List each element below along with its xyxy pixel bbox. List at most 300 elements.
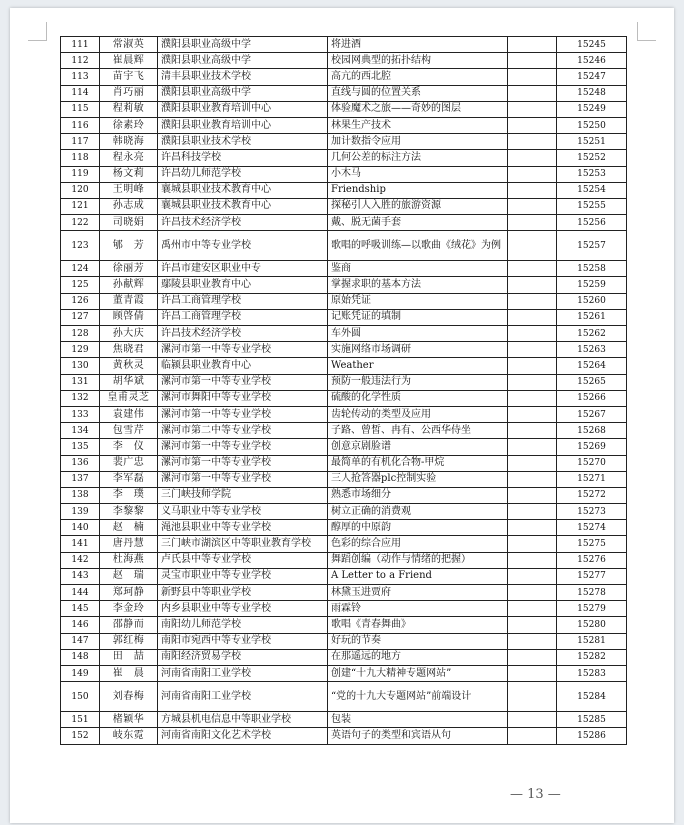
lesson-title: 林黛玉进贾府: [328, 585, 508, 601]
entry-code: 15255: [557, 198, 627, 214]
empty-cell: [508, 455, 557, 471]
table-row: [61, 455, 627, 471]
page-number: — 13 —: [510, 787, 561, 802]
lesson-title: 熟悉市场细分: [328, 487, 508, 503]
lesson-title: 车外圆: [328, 326, 508, 342]
teacher-name: 韩晓海: [100, 134, 158, 150]
teacher-name: 肖巧丽: [100, 85, 158, 101]
teacher-name: 程莉敏: [100, 101, 158, 117]
teacher-name: 胡华斌: [100, 374, 158, 390]
entry-code: 15259: [557, 277, 627, 293]
table-row: [61, 150, 627, 166]
entry-code: 15262: [557, 326, 627, 342]
table-row: [61, 568, 627, 584]
empty-cell: [508, 487, 557, 503]
row-number: 134: [61, 423, 100, 439]
table-row: [61, 342, 627, 358]
lesson-title: 小木马: [328, 166, 508, 182]
row-number: 115: [61, 101, 100, 117]
school-name: 许昌技术经济学校: [158, 326, 328, 342]
teacher-name: 楮颖华: [100, 712, 158, 728]
empty-cell: [508, 633, 557, 649]
row-number: 145: [61, 601, 100, 617]
school-name: 内乡县职业中等专业学校: [158, 601, 328, 617]
teacher-name: 杨文莉: [100, 166, 158, 182]
row-number: 112: [61, 53, 100, 69]
teacher-name: 徐素玲: [100, 117, 158, 133]
row-number: 149: [61, 665, 100, 681]
row-number: 130: [61, 358, 100, 374]
row-number: 152: [61, 728, 100, 744]
empty-cell: [508, 406, 557, 422]
lesson-title: 舞蹈创编（动作与情绪的把握）: [328, 552, 508, 568]
row-number: 136: [61, 455, 100, 471]
lesson-title: 最简单的有机化合物-甲烷: [328, 455, 508, 471]
lesson-title: 加计数指令应用: [328, 134, 508, 150]
entry-code: 15258: [557, 261, 627, 277]
teacher-name: 黄秋灵: [100, 358, 158, 374]
entry-code: 15270: [557, 455, 627, 471]
lesson-title: 歌唱的呼吸训练—以歌曲《绒花》为例: [328, 231, 508, 261]
teacher-name: 司晓娟: [100, 215, 158, 231]
lesson-title: 雨霖铃: [328, 601, 508, 617]
row-number: 131: [61, 374, 100, 390]
teacher-name: 李 仪: [100, 439, 158, 455]
empty-cell: [508, 471, 557, 487]
row-number: 121: [61, 198, 100, 214]
teacher-name: 邵静而: [100, 617, 158, 633]
empty-cell: [508, 134, 557, 150]
table-row: [61, 231, 627, 261]
school-name: 漯河市第一中等专业学校: [158, 439, 328, 455]
row-number: 125: [61, 277, 100, 293]
entry-code: 15266: [557, 390, 627, 406]
school-name: 濮阳县职业高级中学: [158, 85, 328, 101]
table-row: [61, 728, 627, 744]
empty-cell: [508, 665, 557, 681]
teacher-name: 裴广忠: [100, 455, 158, 471]
school-name: 许昌工商管理学校: [158, 309, 328, 325]
empty-cell: [508, 198, 557, 214]
entry-code: 15246: [557, 53, 627, 69]
entry-code: 15277: [557, 568, 627, 584]
school-name: 河南省南阳工业学校: [158, 682, 328, 712]
row-number: 137: [61, 471, 100, 487]
lesson-title: 硫酸的化学性质: [328, 390, 508, 406]
lesson-title: 树立正确的消费观: [328, 504, 508, 520]
row-number: 117: [61, 134, 100, 150]
table-row: [61, 326, 627, 342]
entry-code: 15256: [557, 215, 627, 231]
entry-code: 15274: [557, 520, 627, 536]
table-row: [61, 309, 627, 325]
school-name: 鄢陵县职业教育中心: [158, 277, 328, 293]
empty-cell: [508, 85, 557, 101]
table-row: [61, 215, 627, 231]
school-name: 漯河市舞阳中等专业学校: [158, 390, 328, 406]
lesson-title: 创建“十九大精神专题网站”: [328, 665, 508, 681]
school-name: 濮阳县职业教育培训中心: [158, 117, 328, 133]
row-number: 129: [61, 342, 100, 358]
teacher-name: 董青霞: [100, 293, 158, 309]
entry-code: 15281: [557, 633, 627, 649]
row-number: 123: [61, 231, 100, 261]
table-row: [61, 293, 627, 309]
teacher-name: 田 喆: [100, 649, 158, 665]
table-row: [61, 261, 627, 277]
entry-code: 15280: [557, 617, 627, 633]
table-row: [61, 649, 627, 665]
table-row: [61, 520, 627, 536]
entry-code: 15271: [557, 471, 627, 487]
school-name: 三门峡技师学院: [158, 487, 328, 503]
row-number: 132: [61, 390, 100, 406]
table-row: [61, 101, 627, 117]
teacher-name: 赵 楠: [100, 520, 158, 536]
empty-cell: [508, 601, 557, 617]
school-name: 漯河市第二中等专业学校: [158, 423, 328, 439]
entry-code: 15285: [557, 712, 627, 728]
table-row: [61, 487, 627, 503]
table-row: [61, 423, 627, 439]
lesson-title: 在那遥远的地方: [328, 649, 508, 665]
school-name: 襄城县职业技术教育中心: [158, 182, 328, 198]
entry-code: 15269: [557, 439, 627, 455]
entry-code: 15282: [557, 649, 627, 665]
table-row: [61, 198, 627, 214]
school-name: 濮阳县职业高级中学: [158, 53, 328, 69]
lesson-title: “党的十九大专题网站”前端设计: [328, 682, 508, 712]
table-row: [61, 117, 627, 133]
school-name: 漯河市第一中等专业学校: [158, 406, 328, 422]
teacher-name: 唐丹慧: [100, 536, 158, 552]
table-row: [61, 182, 627, 198]
row-number: 141: [61, 536, 100, 552]
school-name: 新野县中等职业学校: [158, 585, 328, 601]
school-name: 南阳市宛西中等专业学校: [158, 633, 328, 649]
empty-cell: [508, 293, 557, 309]
lesson-title: 林果生产技术: [328, 117, 508, 133]
entry-code: 15260: [557, 293, 627, 309]
school-name: 漯河市第一中等专业学校: [158, 455, 328, 471]
school-name: 方城县机电信息中等职业学校: [158, 712, 328, 728]
school-name: 三门峡市湖滨区中等职业教育学校: [158, 536, 328, 552]
row-number: 133: [61, 406, 100, 422]
lesson-title: 将进酒: [328, 37, 508, 53]
school-name: 临颍县职业教育中心: [158, 358, 328, 374]
row-number: 111: [61, 37, 100, 53]
empty-cell: [508, 536, 557, 552]
school-name: 濮阳县职业教育培训中心: [158, 101, 328, 117]
empty-cell: [508, 150, 557, 166]
empty-cell: [508, 231, 557, 261]
row-number: 151: [61, 712, 100, 728]
lesson-title: 掌握求职的基本方法: [328, 277, 508, 293]
row-number: 127: [61, 309, 100, 325]
document-page: [10, 8, 674, 823]
school-name: 漯河市第一中等专业学校: [158, 374, 328, 390]
table-row: [61, 277, 627, 293]
lesson-title: 色彩的综合应用: [328, 536, 508, 552]
roster-table-body: [61, 37, 627, 745]
empty-cell: [508, 215, 557, 231]
row-number: 128: [61, 326, 100, 342]
table-row: [61, 617, 627, 633]
lesson-title: 三人抢答器plc控制实验: [328, 471, 508, 487]
school-name: 河南省南阳文化艺术学校: [158, 728, 328, 744]
school-name: 许昌工商管理学校: [158, 293, 328, 309]
table-row: [61, 552, 627, 568]
entry-code: 15283: [557, 665, 627, 681]
row-number: 122: [61, 215, 100, 231]
school-name: 许昌科技学校: [158, 150, 328, 166]
row-number: 138: [61, 487, 100, 503]
entry-code: 15284: [557, 682, 627, 712]
row-number: 116: [61, 117, 100, 133]
table-row: [61, 601, 627, 617]
row-number: 114: [61, 85, 100, 101]
teacher-name: 皇甫灵芝: [100, 390, 158, 406]
table-row: [61, 471, 627, 487]
entry-code: 15265: [557, 374, 627, 390]
entry-code: 15279: [557, 601, 627, 617]
school-name: 义马职业中等专业学校: [158, 504, 328, 520]
entry-code: 15272: [557, 487, 627, 503]
entry-code: 15253: [557, 166, 627, 182]
table-row: [61, 406, 627, 422]
teacher-name: 包雪芹: [100, 423, 158, 439]
teacher-name: 苗宇飞: [100, 69, 158, 85]
lesson-title: 探秘引人入胜的旅游资源: [328, 198, 508, 214]
entry-code: 15248: [557, 85, 627, 101]
school-name: 濮阳县职业技术学校: [158, 134, 328, 150]
teacher-name: 孙志成: [100, 198, 158, 214]
empty-cell: [508, 423, 557, 439]
row-number: 135: [61, 439, 100, 455]
school-name: 许昌市建安区职业中专: [158, 261, 328, 277]
row-number: 118: [61, 150, 100, 166]
empty-cell: [508, 166, 557, 182]
table-row: [61, 633, 627, 649]
school-name: 濮阳县职业高级中学: [158, 37, 328, 53]
table-row: [61, 53, 627, 69]
lesson-title: 实施网络市场调研: [328, 342, 508, 358]
teacher-name: 孙大庆: [100, 326, 158, 342]
empty-cell: [508, 326, 557, 342]
entry-code: 15264: [557, 358, 627, 374]
crop-mark-top-left: [28, 22, 47, 41]
row-number: 148: [61, 649, 100, 665]
lesson-title: 直线与圆的位置关系: [328, 85, 508, 101]
empty-cell: [508, 585, 557, 601]
entry-code: 15250: [557, 117, 627, 133]
lesson-title: A Letter to a Friend: [328, 568, 508, 584]
teacher-name: 李黎黎: [100, 504, 158, 520]
school-name: 襄城县职业技术教育中心: [158, 198, 328, 214]
empty-cell: [508, 101, 557, 117]
school-name: 清丰县职业技术学校: [158, 69, 328, 85]
table-row: [61, 85, 627, 101]
entry-code: 15275: [557, 536, 627, 552]
lesson-title: Friendship: [328, 182, 508, 198]
teacher-name: 李金玲: [100, 601, 158, 617]
entry-code: 15247: [557, 69, 627, 85]
table-row: [61, 439, 627, 455]
teacher-name: 常淑英: [100, 37, 158, 53]
teacher-name: 程永亮: [100, 150, 158, 166]
entry-code: 15257: [557, 231, 627, 261]
school-name: 灵宝市职业中等专业学校: [158, 568, 328, 584]
empty-cell: [508, 69, 557, 85]
lesson-title: 记账凭证的填制: [328, 309, 508, 325]
entry-code: 15267: [557, 406, 627, 422]
empty-cell: [508, 520, 557, 536]
lesson-title: 包装: [328, 712, 508, 728]
table-row: [61, 134, 627, 150]
row-number: 143: [61, 568, 100, 584]
row-number: 144: [61, 585, 100, 601]
school-name: 南阳经济贸易学校: [158, 649, 328, 665]
table-row: [61, 358, 627, 374]
entry-code: 15245: [557, 37, 627, 53]
empty-cell: [508, 617, 557, 633]
empty-cell: [508, 342, 557, 358]
entry-code: 15268: [557, 423, 627, 439]
row-number: 146: [61, 617, 100, 633]
school-name: 河南省南阳工业学校: [158, 665, 328, 681]
lesson-title: 英语句子的类型和宾语从句: [328, 728, 508, 744]
school-name: 南阳幼儿师范学校: [158, 617, 328, 633]
teacher-name: 赵 瑞: [100, 568, 158, 584]
empty-cell: [508, 358, 557, 374]
lesson-title: 好玩的节奏: [328, 633, 508, 649]
teacher-name: 王明峰: [100, 182, 158, 198]
row-number: 124: [61, 261, 100, 277]
lesson-title: 高亢的西北腔: [328, 69, 508, 85]
teacher-name: 刘春梅: [100, 682, 158, 712]
school-name: 卢氏县中等专业学校: [158, 552, 328, 568]
empty-cell: [508, 261, 557, 277]
entry-code: 15273: [557, 504, 627, 520]
table-row: [61, 585, 627, 601]
school-name: 漯河市第一中等专业学校: [158, 471, 328, 487]
entry-code: 15251: [557, 134, 627, 150]
lesson-title: 体验魔术之旅——奇妙的图层: [328, 101, 508, 117]
empty-cell: [508, 682, 557, 712]
entry-code: 15263: [557, 342, 627, 358]
entry-code: 15252: [557, 150, 627, 166]
table-row: [61, 682, 627, 712]
entry-code: 15254: [557, 182, 627, 198]
teacher-name: 李 璞: [100, 487, 158, 503]
empty-cell: [508, 390, 557, 406]
school-name: 漯河市第一中等专业学校: [158, 342, 328, 358]
empty-cell: [508, 309, 557, 325]
teacher-name: 徐丽芳: [100, 261, 158, 277]
lesson-title: 醇厚的中原韵: [328, 520, 508, 536]
entry-code: 15276: [557, 552, 627, 568]
table-row: [61, 504, 627, 520]
school-name: 许昌技术经济学校: [158, 215, 328, 231]
lesson-title: 戴、脱无菌手套: [328, 215, 508, 231]
table-row: [61, 665, 627, 681]
lesson-title: 原始凭证: [328, 293, 508, 309]
row-number: 139: [61, 504, 100, 520]
row-number: 147: [61, 633, 100, 649]
empty-cell: [508, 649, 557, 665]
empty-cell: [508, 374, 557, 390]
row-number: 150: [61, 682, 100, 712]
empty-cell: [508, 568, 557, 584]
school-name: 许昌幼儿师范学校: [158, 166, 328, 182]
table-row: [61, 69, 627, 85]
row-number: 126: [61, 293, 100, 309]
empty-cell: [508, 182, 557, 198]
empty-cell: [508, 712, 557, 728]
row-number: 140: [61, 520, 100, 536]
teacher-name: 杜海燕: [100, 552, 158, 568]
entry-code: 15249: [557, 101, 627, 117]
row-number: 142: [61, 552, 100, 568]
entry-code: 15286: [557, 728, 627, 744]
table-row: [61, 390, 627, 406]
table-row: [61, 536, 627, 552]
roster-table: [60, 36, 627, 745]
teacher-name: 袁建伟: [100, 406, 158, 422]
empty-cell: [508, 277, 557, 293]
teacher-name: 顾啓倩: [100, 309, 158, 325]
school-name: 禹州市中等专业学校: [158, 231, 328, 261]
lesson-title: 鉴商: [328, 261, 508, 277]
table-row: [61, 166, 627, 182]
teacher-name: 李军磊: [100, 471, 158, 487]
teacher-name: 崔晨辉: [100, 53, 158, 69]
teacher-name: 郑珂静: [100, 585, 158, 601]
row-number: 120: [61, 182, 100, 198]
crop-mark-top-right: [637, 22, 656, 41]
table-row: [61, 712, 627, 728]
row-number: 113: [61, 69, 100, 85]
lesson-title: 子路、曾皙、冉有、公西华侍坐: [328, 423, 508, 439]
teacher-name: 郭红梅: [100, 633, 158, 649]
lesson-title: Weather: [328, 358, 508, 374]
empty-cell: [508, 37, 557, 53]
empty-cell: [508, 53, 557, 69]
lesson-title: 校园网典型的拓扑结构: [328, 53, 508, 69]
entry-code: 15278: [557, 585, 627, 601]
teacher-name: 崔 晨: [100, 665, 158, 681]
lesson-title: 歌唱《青春舞曲》: [328, 617, 508, 633]
empty-cell: [508, 728, 557, 744]
teacher-name: 郇 芳: [100, 231, 158, 261]
entry-code: 15261: [557, 309, 627, 325]
table-row: [61, 374, 627, 390]
empty-cell: [508, 439, 557, 455]
table-row: [61, 37, 627, 53]
lesson-title: 创意京剧脸谱: [328, 439, 508, 455]
lesson-title: 齿轮传动的类型及应用: [328, 406, 508, 422]
teacher-name: 岐东霓: [100, 728, 158, 744]
teacher-name: 孙献辉: [100, 277, 158, 293]
lesson-title: 几何公差的标注方法: [328, 150, 508, 166]
empty-cell: [508, 552, 557, 568]
row-number: 119: [61, 166, 100, 182]
empty-cell: [508, 117, 557, 133]
school-name: 渑池县职业中等专业学校: [158, 520, 328, 536]
teacher-name: 焦晓君: [100, 342, 158, 358]
empty-cell: [508, 504, 557, 520]
lesson-title: 预防一般违法行为: [328, 374, 508, 390]
